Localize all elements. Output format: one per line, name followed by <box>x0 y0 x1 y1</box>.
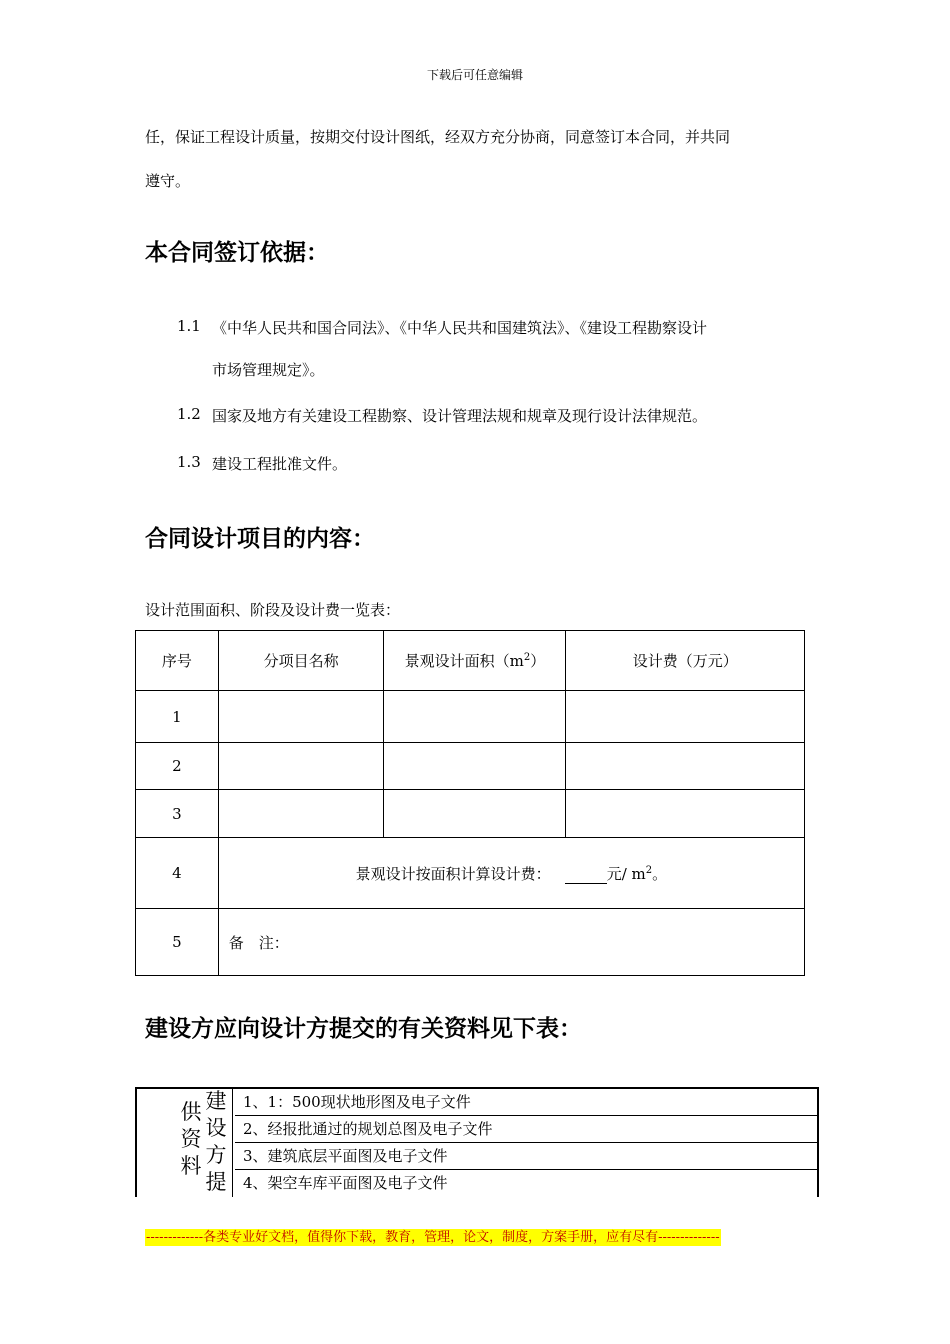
row-number: 4 <box>136 838 219 909</box>
intro-line-1: 任，保证工程设计质量，按期交付设计图纸，经双方充分协商，同意签订本合同，并共同 <box>145 128 731 146</box>
fee-per-area-label: 景观设计按面积计算设计费： <box>355 864 551 883</box>
label-char: 资 <box>180 1127 202 1151</box>
list-item-text-cont: 市场管理规定》。 <box>212 361 325 379</box>
page-footer-banner: -------------各类专业好文档，值得你下载，教育，管理，论文，制度，方案手册，应有尽有-------------- <box>146 1230 720 1245</box>
table-row <box>136 790 805 838</box>
design-fee-table <box>135 630 805 976</box>
table-row <box>136 743 805 790</box>
intro-line-2: 遵守。 <box>145 172 191 190</box>
fee-cell[interactable] <box>566 743 805 790</box>
fee-unit-end: 。 <box>652 864 668 883</box>
list-item-text: 《中华人民共和国合同法》、《中华人民共和国建筑法》、《建设工程勘察设计 <box>212 319 708 337</box>
section-content-title: 合同设计项目的内容： <box>145 526 375 552</box>
label-char: 料 <box>180 1154 202 1178</box>
materials-label-cell <box>137 1089 233 1197</box>
item-name-cell[interactable] <box>218 691 384 743</box>
material-row: 1、1：500现状地形图及电子文件 <box>235 1089 817 1116</box>
material-row: 4、架空车库平面图及电子文件 <box>243 1174 448 1192</box>
area-header-close: ） <box>530 652 546 670</box>
fee-cell[interactable] <box>566 691 805 743</box>
area-cell[interactable] <box>384 790 566 838</box>
item-name-cell[interactable] <box>218 790 384 838</box>
fee-unit-sup: 2 <box>645 864 653 876</box>
label-char: 建 <box>205 1089 227 1113</box>
header-cell <box>384 631 566 691</box>
label-char: 设 <box>205 1116 227 1140</box>
remarks-cell[interactable]: 备 注： <box>218 909 804 976</box>
item-name-cell[interactable] <box>218 743 384 790</box>
materials-label-left <box>179 1099 203 1180</box>
section-materials-title: 建设方应向设计方提交的有关资料见下表： <box>145 1016 582 1042</box>
row-number: 5 <box>136 909 219 976</box>
list-item-number: 1.2 <box>177 405 201 423</box>
materials-table <box>135 1087 819 1197</box>
area-cell[interactable] <box>384 691 566 743</box>
table-row <box>136 838 805 909</box>
material-row: 2、经报批通过的规划总图及电子文件 <box>235 1116 817 1143</box>
table-row <box>136 691 805 743</box>
area-cell[interactable] <box>384 743 566 790</box>
fee-blank[interactable] <box>565 869 607 884</box>
row-number: 1 <box>136 691 219 743</box>
list-item-text: 建设工程批准文件。 <box>212 455 348 473</box>
table-row <box>136 909 805 976</box>
materials-label-party <box>204 1088 228 1196</box>
fee-cell[interactable] <box>566 790 805 838</box>
label-char: 方 <box>205 1143 227 1167</box>
header-cell: 设计费（万元） <box>566 631 805 691</box>
list-item-number: 1.3 <box>177 453 201 471</box>
label-char: 提 <box>205 1170 227 1194</box>
label-char: 供 <box>180 1100 202 1124</box>
area-header-text: 景观设计面积（m <box>404 652 524 670</box>
list-item-number: 1.1 <box>177 317 201 335</box>
fee-per-area-cell <box>218 838 804 909</box>
material-row: 3、建筑底层平面图及电子文件 <box>235 1143 817 1170</box>
page-header: 下载后可任意编辑 <box>426 68 523 82</box>
fee-unit: 元/ m <box>606 864 646 883</box>
list-item-text: 国家及地方有关建设工程勘察、设计管理法规和规章及现行设计法律规范。 <box>212 407 708 425</box>
header-cell: 序号 <box>136 631 219 691</box>
section-basis-title: 本合同签订依据： <box>145 240 329 266</box>
header-cell: 分项目名称 <box>218 631 384 691</box>
row-number: 3 <box>136 790 219 838</box>
table-caption: 设计范围面积、阶段及设计费一览表： <box>145 601 401 619</box>
row-number: 2 <box>136 743 219 790</box>
area-header-sup: 2 <box>523 652 531 663</box>
